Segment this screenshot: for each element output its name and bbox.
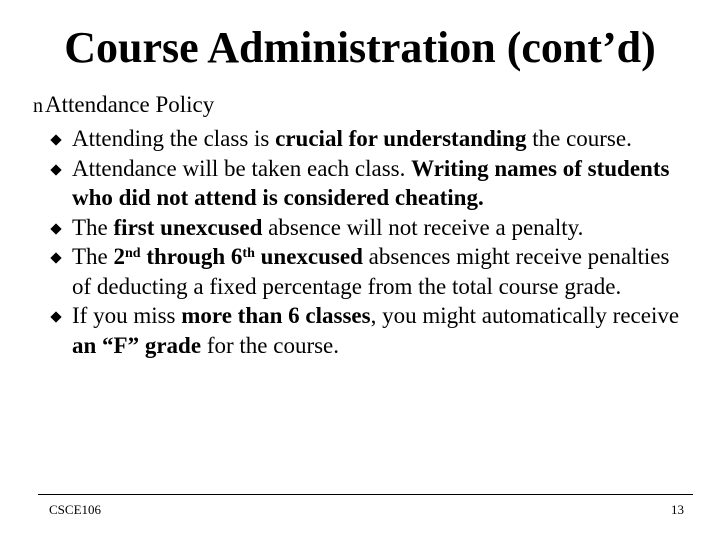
diamond-bullet-icon [50,311,61,322]
footer-page-number: 13 [671,502,684,517]
bullet-text: absence will not receive a penalty. [262,214,584,240]
bullet-text: for the course. [201,332,340,358]
bullet-text: Attending the class is [72,126,276,151]
bullet-text: absences might receive penalties of deducting a fixed percentage from the total course grade. [72,244,670,299]
bullet-text: Attendance will be taken each class. [72,155,412,181]
square-bullet-icon: n [33,95,43,117]
bullet-text: If you miss [72,303,182,328]
bullet-bold-text: 2 [113,244,126,269]
bullet-text: The [72,244,114,269]
bullet-bold-text: first unexcused [113,214,263,240]
bullet-item [49,213,689,243]
diamond-bullet-icon [50,134,61,145]
bullet-bold-text: an “F” grade [72,332,202,358]
section-heading-row [33,90,214,121]
section-heading: Attendance Policy [45,92,215,117]
bullet-bold-text: more than 6 classes [181,303,371,328]
footer-divider [38,494,693,495]
ordinal-suffix: th [242,246,255,261]
slide-title: Course Administration (cont’d) [64,23,656,72]
diamond-bullet-icon [50,164,61,175]
bullet-bold-text: Writing names of students who did not attend is considered cheating. [72,155,670,210]
diamond-bullet-icon [50,223,61,234]
bullet-bold-text: unexcused [254,244,363,269]
bullet-text: , you might automatically receive [370,303,680,328]
bullet-bold-text: through 6 [140,244,243,269]
bullet-item [49,154,689,213]
bullet-bold-text: crucial for understanding [275,126,527,151]
footer-course-code: CSCE106 [49,502,102,517]
bullet-text: the course. [526,126,632,151]
bullet-item [49,124,689,154]
bullet-item [49,242,689,301]
bullet-list [49,124,689,360]
bullet-text: The [72,214,114,240]
diamond-bullet-icon [50,252,61,263]
bullet-item [49,301,689,360]
ordinal-suffix: nd [125,246,141,261]
